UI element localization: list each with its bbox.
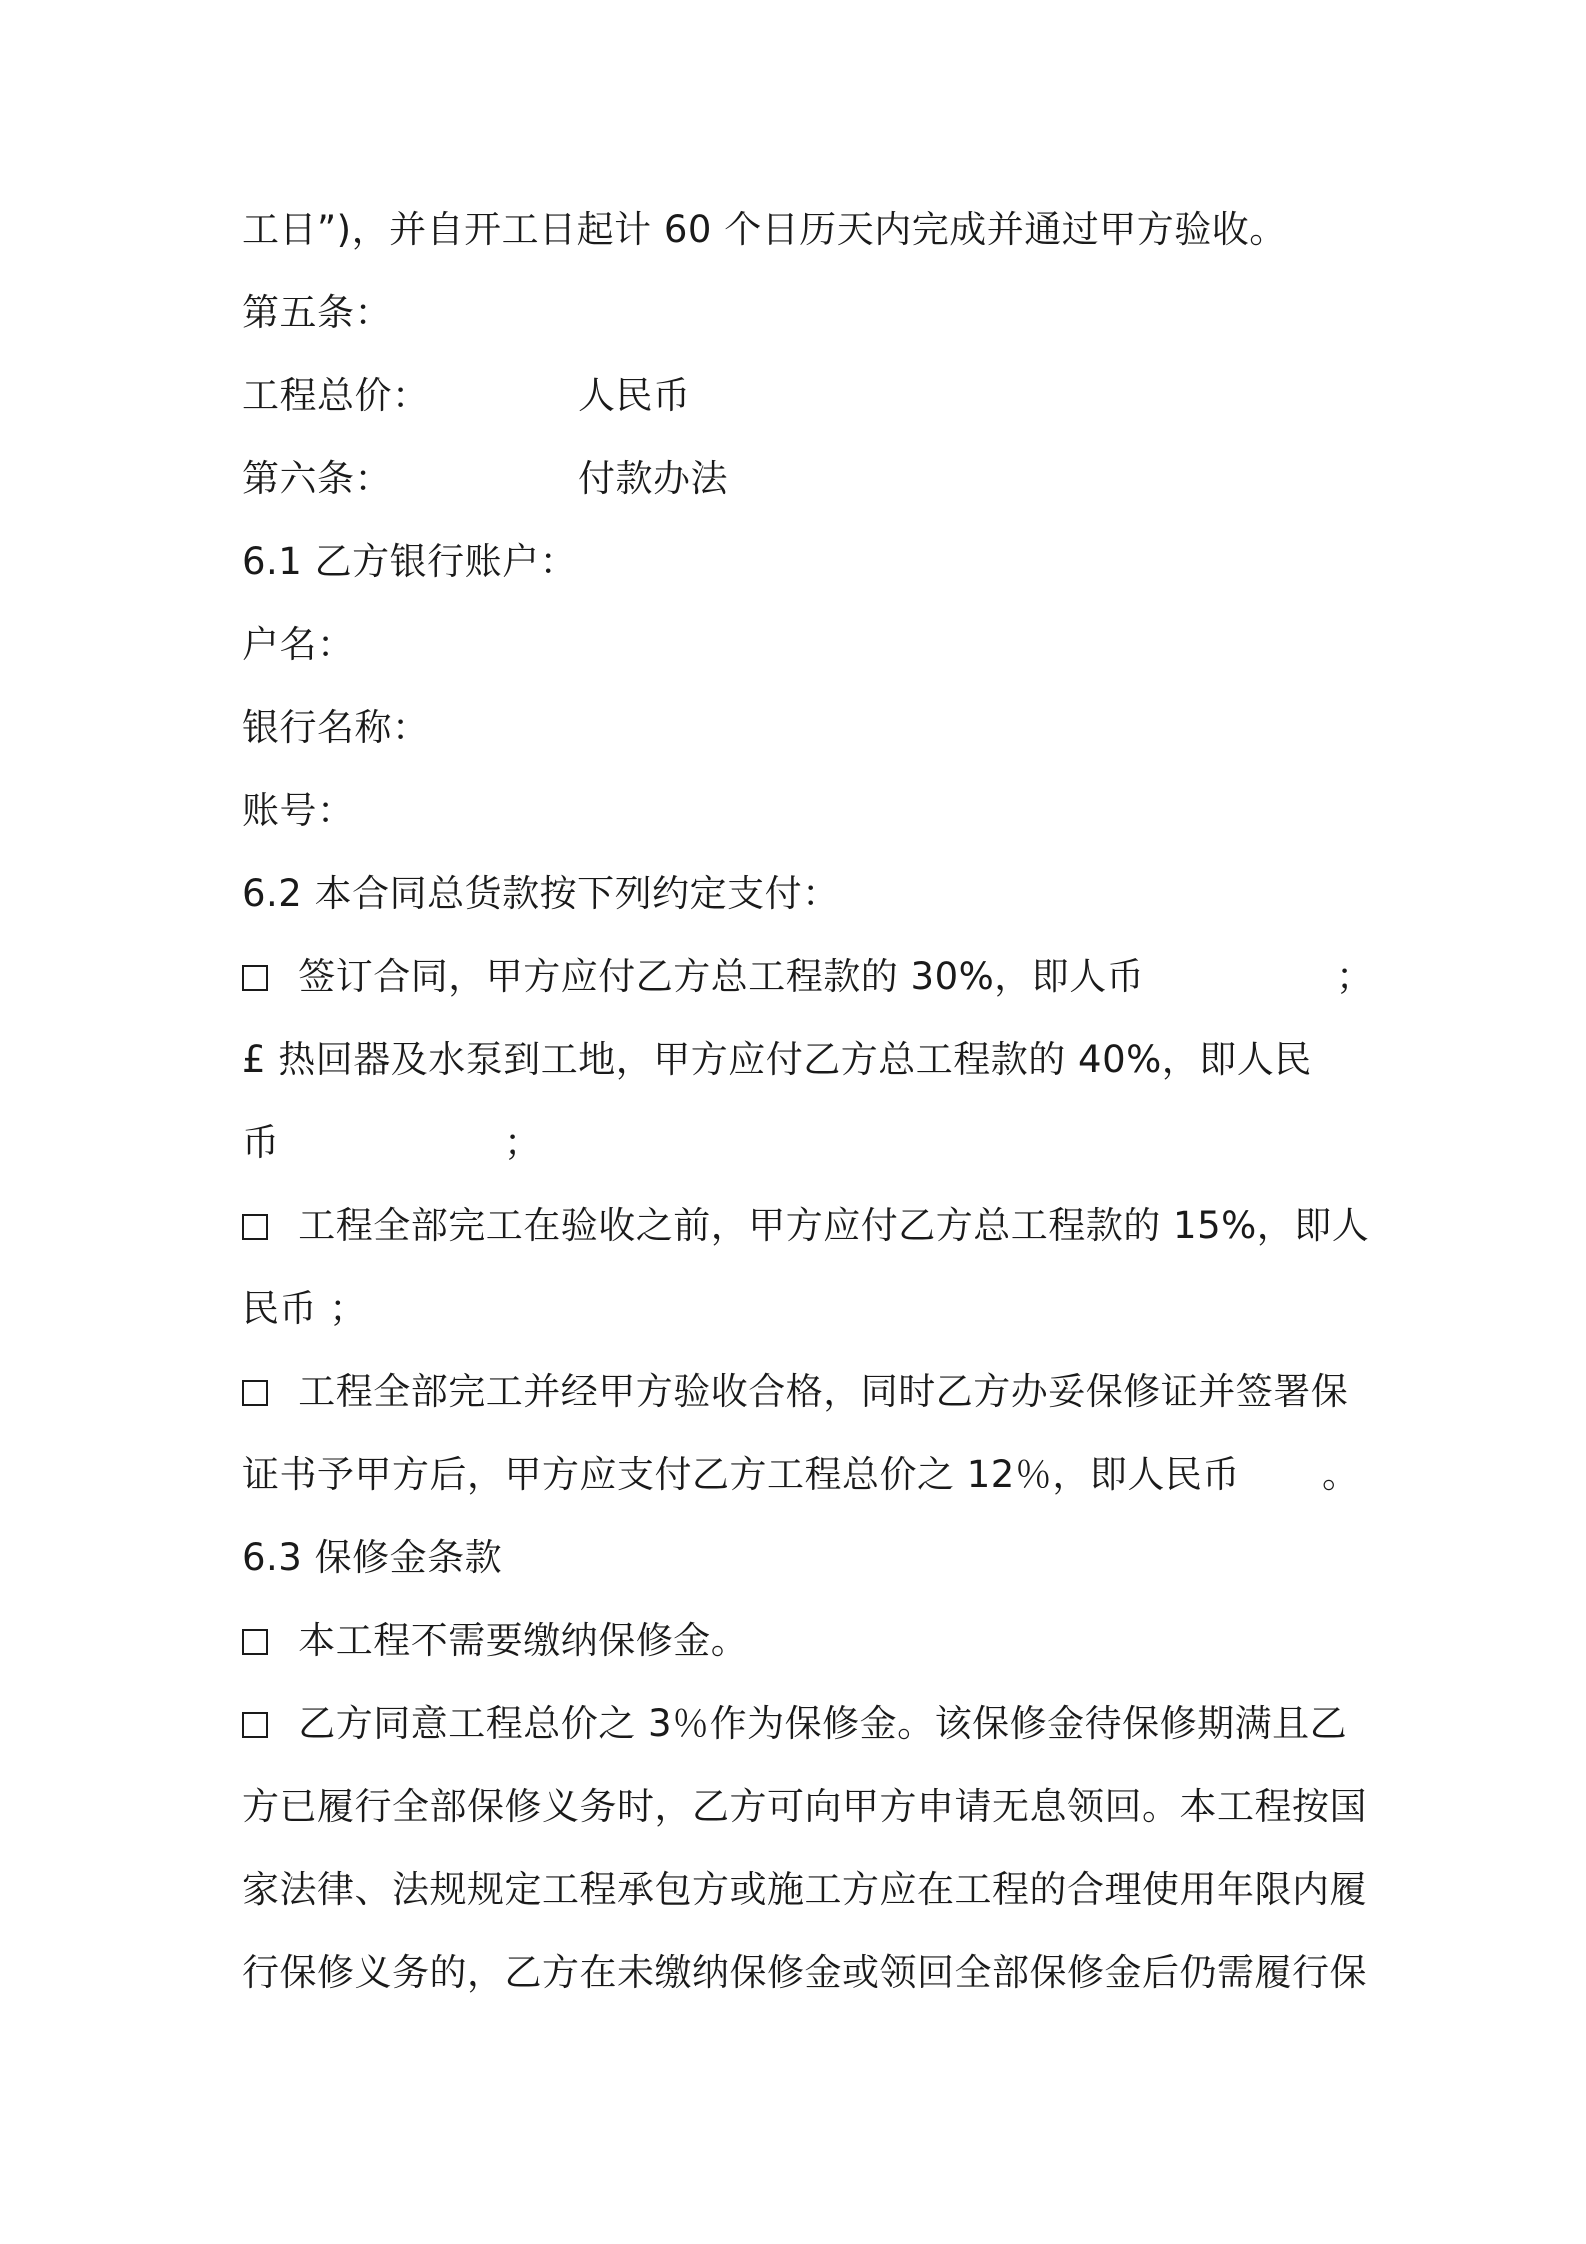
text-line [242, 1450, 1362, 1500]
text-line [242, 1616, 748, 1666]
text-line [242, 786, 355, 836]
completion-clause-text: 工日”)，并自开工日起计 60 个日历天内完成并通过甲方验收。 [242, 208, 1287, 251]
payment-item-final-acceptance: 工程全部完工并经甲方验收合格，同时乙方办妥保修证并签署保 [298, 1370, 1349, 1413]
warranty-deposit-heading: 6.3 保修金条款 [242, 1536, 503, 1579]
paragraph-text: 家法律、法规规定工程承包方或施工方应在工程的合理使用年限内履 [242, 1868, 1367, 1911]
deposit-option: 乙方同意工程总价之 3％作为保修金。该保修金待保修期满且乙 [298, 1702, 1348, 1745]
text-line [242, 952, 1374, 1002]
payment-item-contract: 签订合同，甲方应付乙方总工程款的 30%，即人币 [298, 955, 1145, 998]
text-line [242, 1284, 367, 1334]
article-five-heading: 第五条： [242, 291, 392, 334]
final-acceptance-continuation: 证书予甲方后，甲方应支付乙方工程总价之 12％，即人民币 [242, 1453, 1240, 1496]
blank-terminator: ； [1336, 955, 1374, 998]
sentence-end: 。 [1322, 1453, 1360, 1496]
text-line [242, 703, 430, 753]
total-price-currency: 人民币 [578, 374, 691, 417]
checkbox-icon [242, 1629, 268, 1655]
paragraph-text: 行保修义务的，乙方在未缴纳保修金或领回全部保修金后仍需履行保 [242, 1951, 1367, 1994]
text-line [242, 1533, 502, 1583]
bank-name-label: 银行名称： [242, 706, 430, 749]
article-six-heading: 第六条： [242, 457, 392, 500]
checkbox-icon [242, 1712, 268, 1738]
bank-account-heading: 6.1 乙方银行账户： [242, 540, 578, 583]
text-line [242, 1782, 1367, 1832]
currency-continuation: 币 [242, 1121, 280, 1164]
text-line [242, 371, 942, 421]
account-name-label: 户名： [242, 623, 355, 666]
text-line [242, 1118, 742, 1168]
no-deposit-option: 本工程不需要缴纳保修金。 [298, 1619, 749, 1662]
paragraph-text: 方已履行全部保修义务时，乙方可向甲方申请无息领回。本工程按国 [242, 1785, 1367, 1828]
text-line [242, 1035, 1312, 1085]
text-line [242, 1201, 1369, 1251]
total-price-label: 工程总价： [242, 374, 430, 417]
account-number-label: 账号： [242, 789, 355, 832]
text-line [242, 205, 1287, 255]
text-line [242, 1948, 1367, 1998]
payment-method-title: 付款办法 [578, 457, 728, 500]
text-line [242, 1699, 1347, 1749]
text-line [242, 869, 840, 919]
payment-item-pre-acceptance: 工程全部完工在验收之前，甲方应付乙方总工程款的 15%，即人 [298, 1204, 1370, 1247]
text-line [242, 288, 392, 338]
text-line [242, 537, 577, 587]
checkbox-icon [242, 965, 268, 991]
blank-terminator: ； [504, 1121, 542, 1164]
payment-terms-heading: 6.2 本合同总货款按下列约定支付： [242, 872, 840, 915]
payment-item-delivery: £ 热回器及水泵到工地，甲方应付乙方总工程款的 40%，即人民 [242, 1038, 1312, 1081]
text-line [242, 1865, 1367, 1915]
checkbox-icon [242, 1380, 268, 1406]
text-line [242, 454, 942, 504]
currency-continuation: 民币 ； [242, 1287, 367, 1330]
text-line [242, 620, 355, 670]
checkbox-icon [242, 1214, 268, 1240]
text-line [242, 1367, 1348, 1417]
